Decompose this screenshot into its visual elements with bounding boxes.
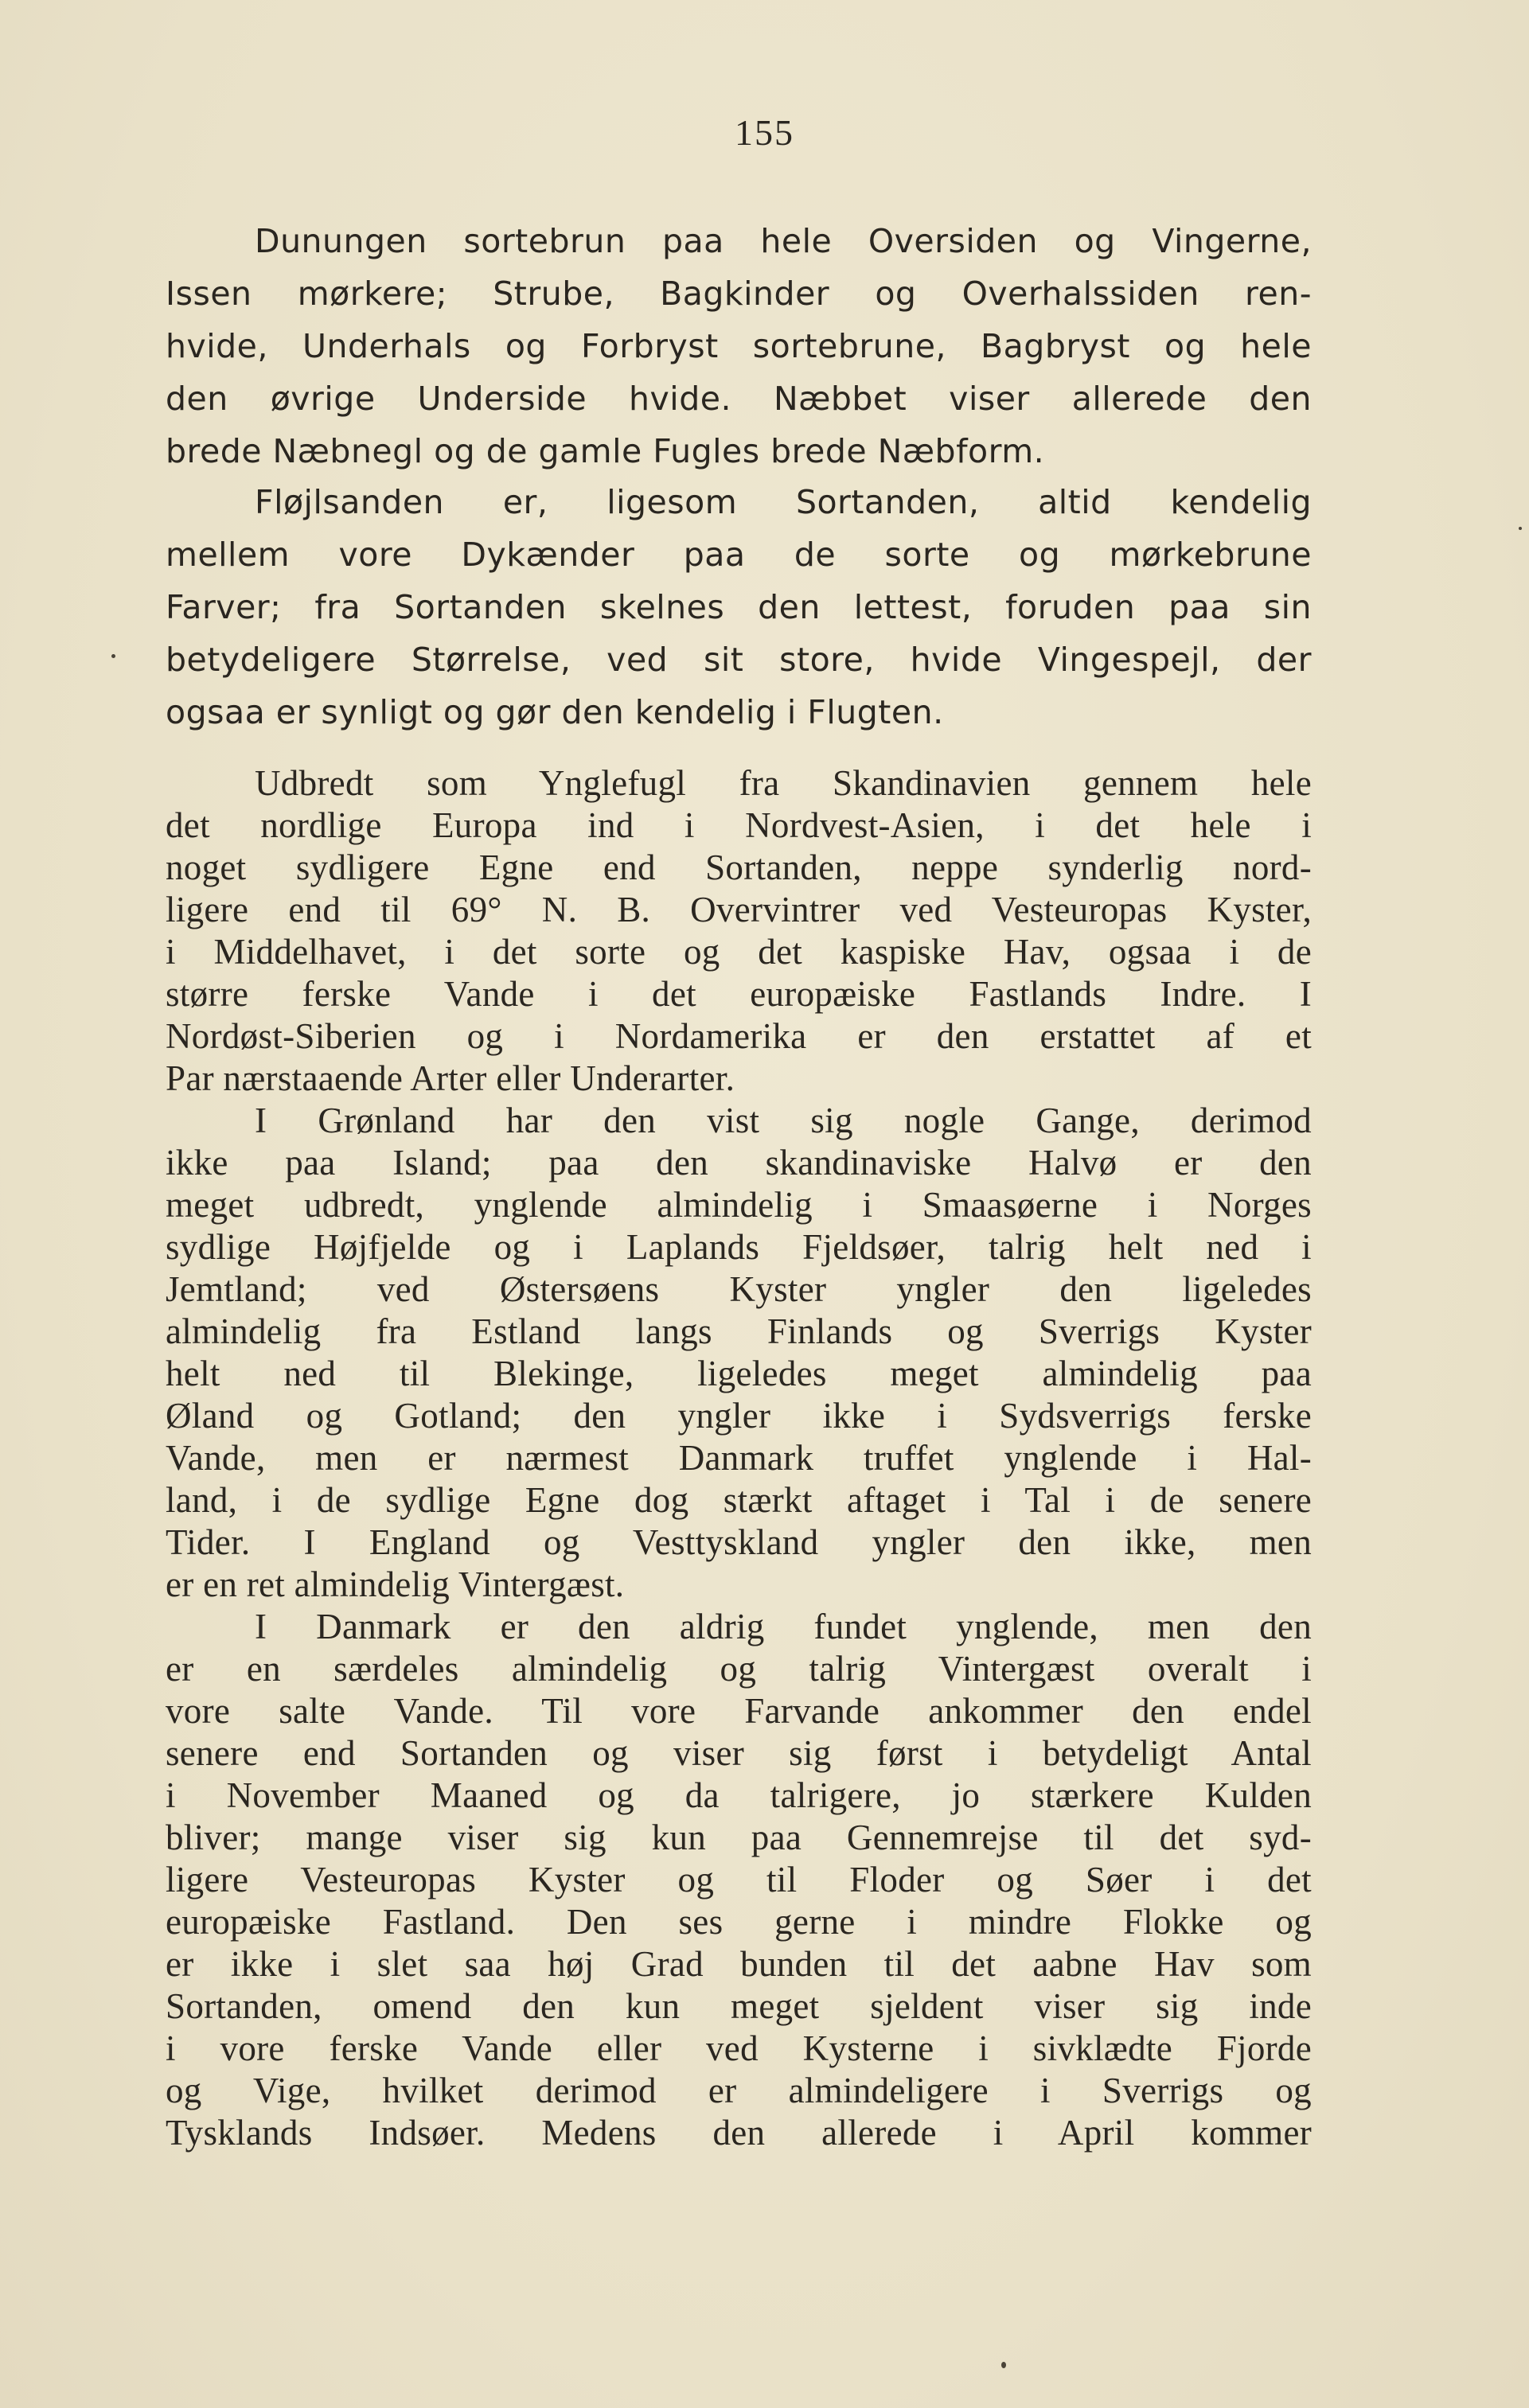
- text-line: hvide, Underhals og Forbryst sortebrune, Bagbryst og hele: [166, 327, 1312, 365]
- text-line: almindelig fra Estland langs Finlands og Sverrigs Kyster: [166, 1311, 1312, 1351]
- text-line: Tysklands Indsøer. Medens den allerede i April kommer: [166, 2113, 1312, 2153]
- text-line: meget udbredt, ynglende almindelig i Smaasøerne i Norges: [166, 1185, 1312, 1225]
- text-line: ogsaa er synligt og gør den kendelig i Flugten.: [166, 693, 944, 731]
- text-line: det nordlige Europa ind i Nordvest-Asien, i det hele i: [166, 805, 1312, 845]
- text-line: I Grønland har den vist sig nogle Gange, derimod: [255, 1101, 1312, 1140]
- text-line: Issen mørkere; Strube, Bagkinder og Overhalssiden ren-: [166, 275, 1312, 313]
- text-line: Øland og Gotland; den yngler ikke i Sydsverrigs ferske: [166, 1396, 1312, 1436]
- text-line: Jemtland; ved Østersøens Kyster yngler den ligeledes: [166, 1269, 1312, 1309]
- text-line: er en ret almindelig Vintergæst.: [166, 1564, 625, 1604]
- paper-speck: [1001, 2362, 1006, 2368]
- text-line: ligere Vesteuropas Kyster og til Floder og Søer i det: [166, 1860, 1312, 1900]
- text-line: brede Næbnegl og de gamle Fugles brede Næbform.: [166, 432, 1045, 470]
- text-line: Udbredt som Ynglefugl fra Skandinavien gennem hele: [255, 763, 1312, 803]
- text-line: og Vige, hvilket derimod er almindeligere i Sverrigs og: [166, 2071, 1312, 2110]
- text-line: bliver; mange viser sig kun paa Gennemrejse til det syd-: [166, 1818, 1312, 1857]
- text-line: I Danmark er den aldrig fundet ynglende, men den: [255, 1607, 1312, 1646]
- text-line: helt ned til Blekinge, ligeledes meget almindelig paa: [166, 1354, 1312, 1393]
- page-number: 155: [735, 112, 794, 153]
- paper-speck: [111, 654, 115, 658]
- paper-speck: [1519, 527, 1522, 530]
- text-line: vore salte Vande. Til vore Farvande ankommer den endel: [166, 1691, 1312, 1731]
- text-line: ligere end til 69° N. B. Overvintrer ved Vesteuropas Kyster,: [166, 890, 1312, 929]
- text-line: i November Maaned og da talrigere, jo stærkere Kulden: [166, 1775, 1312, 1815]
- text-line: betydeligere Størrelse, ved sit store, hvide Vingespejl, der: [166, 641, 1312, 679]
- text-line: Fløjlsanden er, ligesom Sortanden, altid kendelig: [255, 483, 1312, 521]
- text-line: Sortanden, omend den kun meget sjeldent viser sig inde: [166, 1986, 1312, 2026]
- text-line: er en særdeles almindelig og talrig Vintergæst overalt i: [166, 1649, 1312, 1689]
- text-line: Tider. I England og Vesttyskland yngler den ikke, men: [166, 1522, 1312, 1562]
- text-line: ikke paa Island; paa den skandinaviske Halvø er den: [166, 1143, 1312, 1183]
- text-line: sydlige Højfjelde og i Laplands Fjeldsøer, talrig helt ned i: [166, 1227, 1312, 1267]
- text-line: i Middelhavet, i det sorte og det kaspiske Hav, ogsaa i de: [166, 932, 1312, 972]
- text-line: er ikke i slet saa høj Grad bunden til det aabne Hav som: [166, 1944, 1312, 1984]
- text-line: større ferske Vande i det europæiske Fastlands Indre. I: [166, 974, 1312, 1014]
- text-line: Par nærstaaende Arter eller Underarter.: [166, 1058, 735, 1098]
- text-line: land, i de sydlige Egne dog stærkt aftaget i Tal i de senere: [166, 1480, 1312, 1520]
- text-line: den øvrige Underside hvide. Næbbet viser allerede den: [166, 380, 1312, 418]
- text-line: mellem vore Dykænder paa de sorte og mørkebrune: [166, 536, 1312, 574]
- text-line: Dunungen sortebrun paa hele Oversiden og Vingerne,: [255, 222, 1312, 260]
- text-line: noget sydligere Egne end Sortanden, neppe synderlig nord-: [166, 847, 1312, 887]
- text-line: Farver; fra Sortanden skelnes den lettest, foruden paa sin: [166, 588, 1312, 626]
- text-line: europæiske Fastland. Den ses gerne i mindre Flokke og: [166, 1902, 1312, 1942]
- text-line: Vande, men er nærmest Danmark truffet ynglende i Hal-: [166, 1438, 1312, 1478]
- text-line: Nordøst-Siberien og i Nordamerika er den erstattet af et: [166, 1016, 1312, 1056]
- text-line: senere end Sortanden og viser sig først i betydeligt Antal: [166, 1733, 1312, 1773]
- text-line: i vore ferske Vande eller ved Kysterne i sivklædte Fjorde: [166, 2028, 1312, 2068]
